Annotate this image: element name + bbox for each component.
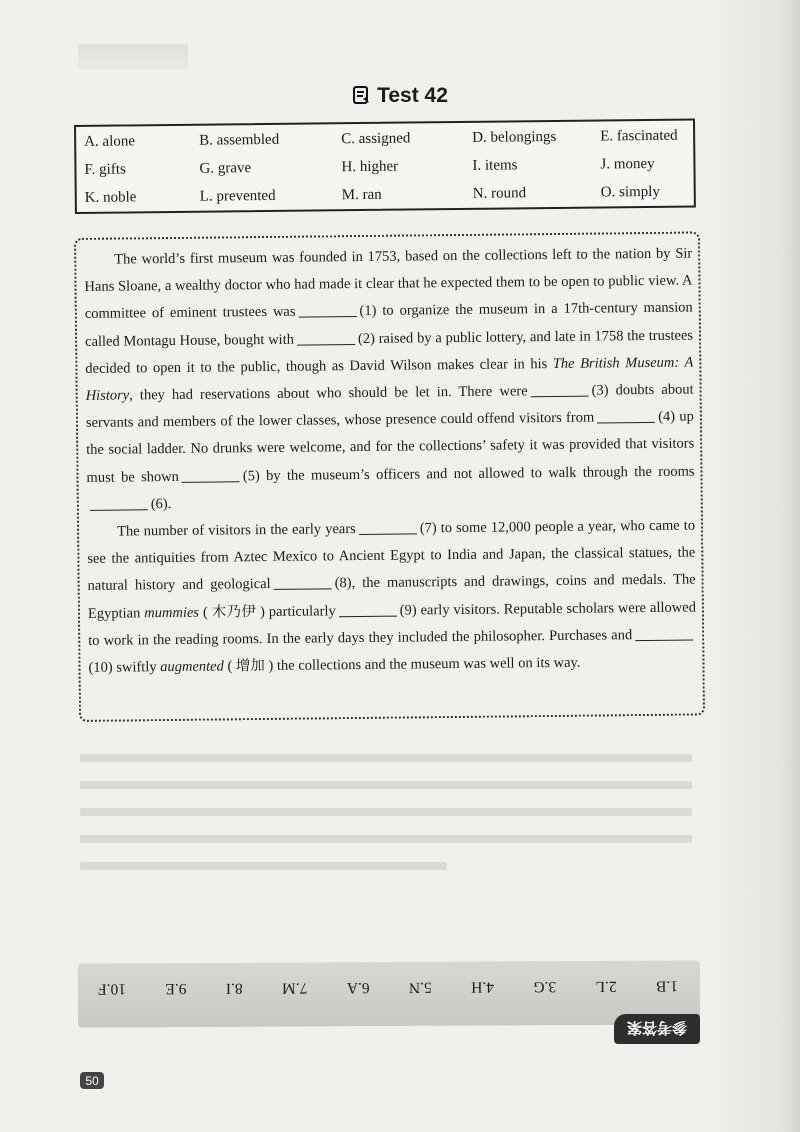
answer-item: 6.A	[346, 979, 370, 997]
answer-item: 10.F	[98, 980, 127, 998]
answer-key-strip	[78, 960, 700, 1027]
paragraph-1: The world’s first museum was founded in 1753, based on the collections left to the nation by Sir Hans Sloane, a wealthy doctor who had made it clear that he expected them to be open to public view. A committee of eminent trustees was (1) to organize the museum in a 17th-century mansion called Montagu House, bought with (2) raised by a public lottery, and late in 1758 the trustees decided to open it to the public, though as David Wilson makes clear in his The British Museum: A History, they had reservations about who should be let in. There were (3) doubts about servants and members of the lower classes, whose presence could offend visitors from (4) up the social ladder. No drunks were welcome, and for the collections’ safety it was provided that visitors must be shown (5) by the museum’s officers and not allowed to walk through the rooms(6).	[84, 245, 695, 513]
blank-10[interactable]	[635, 625, 693, 641]
mummies-term: mummies	[144, 604, 200, 621]
document-icon	[352, 85, 372, 111]
bleed-through-header	[78, 44, 188, 70]
word-option: N. round	[472, 185, 527, 202]
word-option: E. fascinated	[600, 127, 678, 145]
answer-list	[88, 976, 688, 997]
word-option: A. alone	[84, 133, 136, 150]
blank-6[interactable]	[90, 495, 148, 511]
blank-1[interactable]	[298, 302, 356, 318]
word-option: I. items	[472, 157, 518, 174]
blank-2[interactable]	[297, 330, 355, 346]
book-title: The British Museum: A History	[85, 354, 694, 404]
word-option: M. ran	[341, 186, 382, 204]
blank-3[interactable]	[531, 382, 589, 398]
word-option: C. assigned	[341, 130, 411, 148]
blank-4[interactable]	[597, 408, 655, 424]
word-option: B. assembled	[199, 131, 280, 149]
blank-9[interactable]	[339, 601, 397, 617]
augmented-term: augmented	[160, 658, 224, 676]
word-option: K. noble	[84, 189, 137, 206]
word-option: J. money	[600, 155, 655, 173]
blank-8[interactable]	[274, 575, 332, 591]
word-option: L. prevented	[199, 187, 276, 205]
answer-item: 2.L	[595, 977, 617, 995]
word-option: D. belongings	[472, 128, 557, 146]
answer-item: 1.B	[655, 977, 679, 995]
answer-item: 7.M	[281, 979, 308, 997]
passage-box	[74, 231, 705, 722]
title-text: Test 42	[377, 84, 448, 107]
answer-item: 8.I	[225, 979, 243, 997]
answer-key-badge: 参考答案	[614, 1014, 700, 1044]
blank-7[interactable]	[359, 519, 417, 535]
page-edge-shadow	[705, 0, 800, 1132]
answer-item: 4.H	[471, 978, 495, 996]
answer-item: 9.E	[165, 980, 187, 998]
answer-item: 3.G	[533, 978, 557, 996]
word-option: O. simply	[600, 183, 661, 201]
word-bank	[74, 118, 696, 213]
paragraph-2: The number of visitors in the early years (7) to some 12,000 people a year, who came to see the antiquities from Aztec Mexico to Ancient Egypt to India and Japan, the classical statues, the natural history and geological (8), the manuscripts and drawings, coins and medals. The Egyptian mummies ( 木乃伊 ) particularly (9) early visitors. Reputable scholars were allowed to work in the reading rooms. In the early days they included the philosopher. Purchases and(10) swiftly augmented ( 增加 ) the collections and the museum was well on its way.	[87, 517, 696, 676]
word-option: F. gifts	[84, 161, 126, 178]
bleed-through-text	[80, 735, 692, 895]
blank-5[interactable]	[182, 467, 240, 483]
word-option: G. grave	[199, 160, 252, 177]
page-number: 50	[80, 1072, 104, 1089]
answer-item: 5.N	[408, 978, 432, 996]
word-option: H. higher	[341, 158, 399, 176]
page-title	[0, 84, 800, 111]
